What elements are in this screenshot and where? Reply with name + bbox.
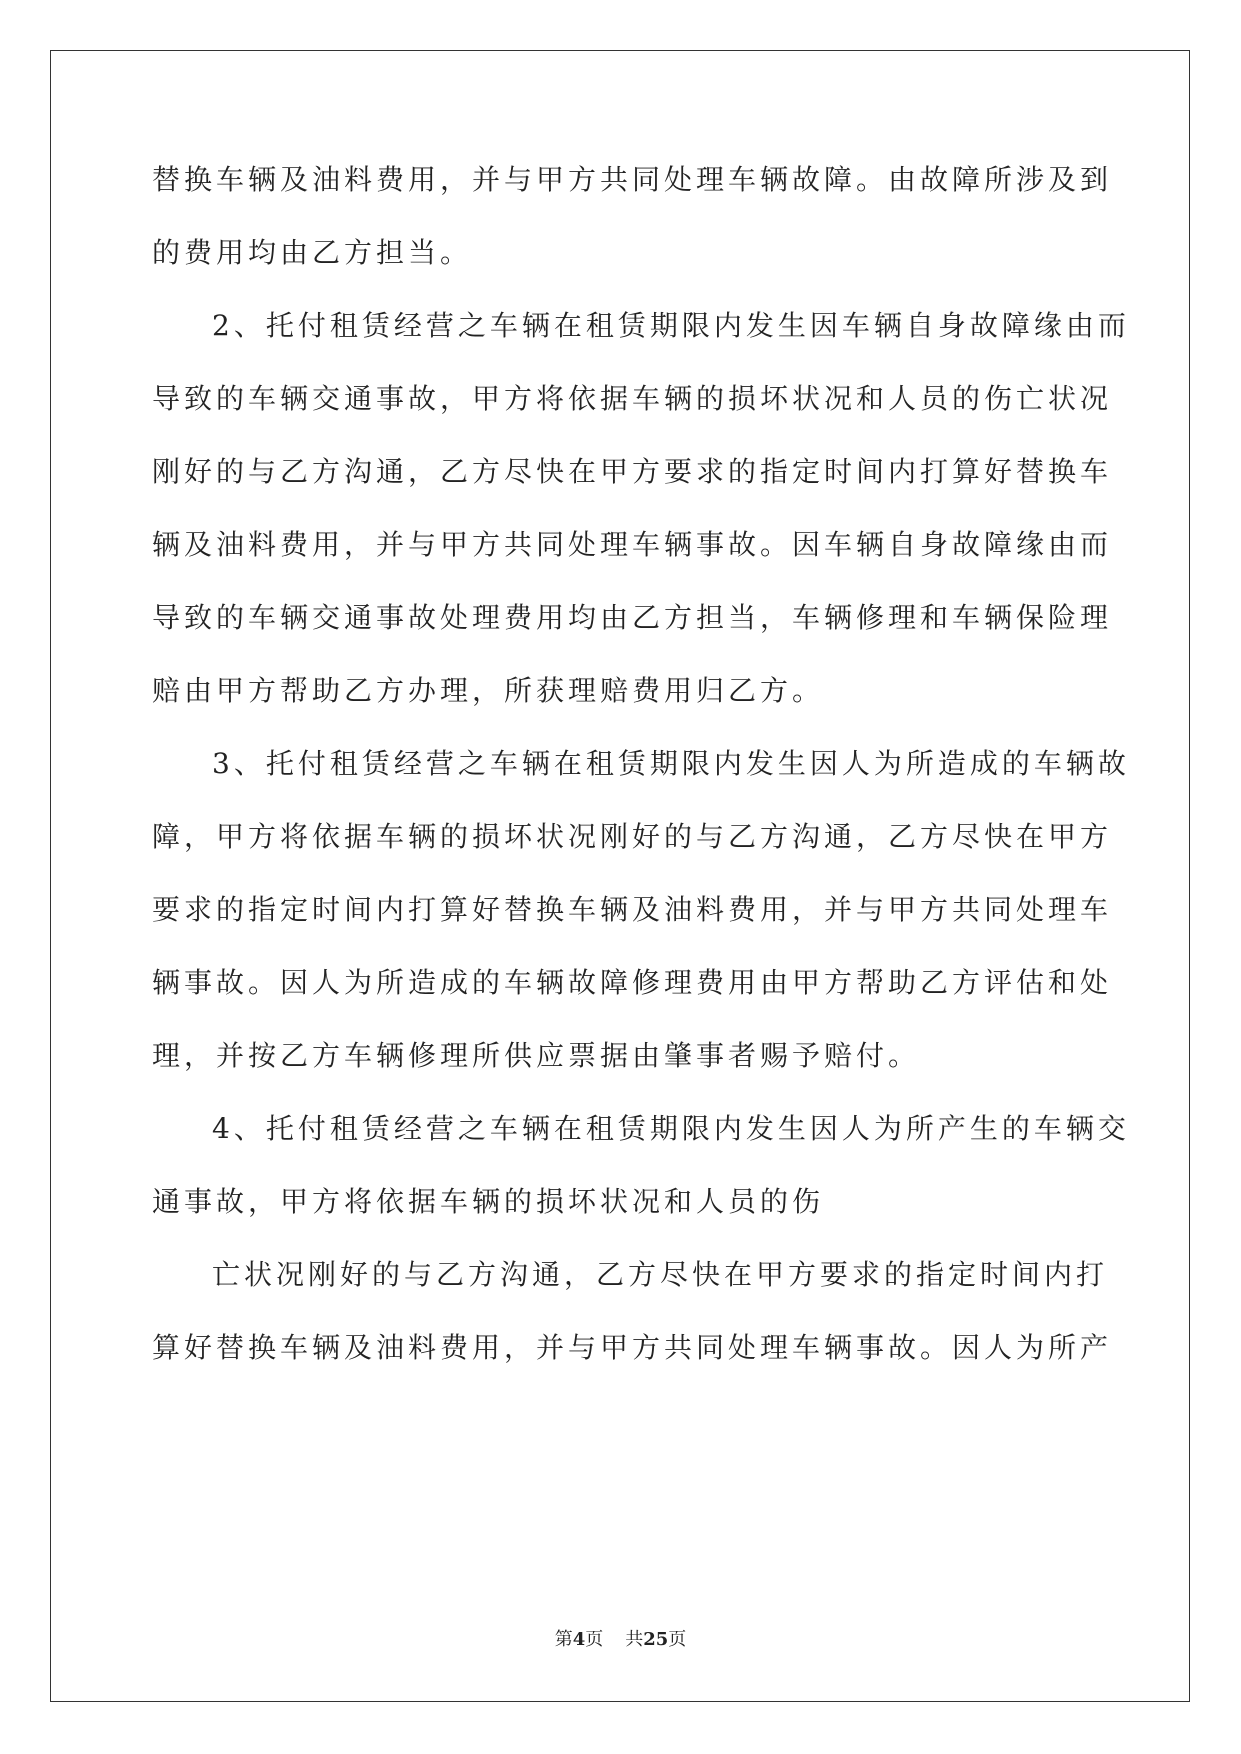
text-line: 赔由甲方帮助乙方办理，所获理赔费用归乙方。 (152, 674, 825, 707)
page-number: 4 (572, 1629, 586, 1650)
text-line: 辆事故。因人为所造成的车辆故障修理费用由甲方帮助乙方评估和处 (152, 966, 1113, 999)
text-line: 导致的车辆交通事故，甲方将依据车辆的损坏状况和人员的伤亡状况 (152, 382, 1113, 415)
text-line: 算好替换车辆及油料费用，并与甲方共同处理车辆事故。因人为所产 (152, 1331, 1113, 1364)
total-pages: 25 (643, 1629, 669, 1650)
text-line: 要求的指定时间内打算好替换车辆及油料费用，并与甲方共同处理车 (152, 893, 1113, 926)
total-suffix: 页 (668, 1629, 687, 1650)
text-line: 理，并按乙方车辆修理所供应票据由肇事者赐予赔付。 (152, 1039, 921, 1072)
text-line: 的费用均由乙方担当。 (152, 236, 473, 269)
page-suffix: 页 (585, 1629, 604, 1650)
document-body (152, 160, 1130, 1401)
text-line: 通事故，甲方将依据车辆的损坏状况和人员的伤 (152, 1185, 825, 1218)
paragraph-start-line: 2、托付租赁经营之车辆在租赁期限内发生因车辆自身故障缘由而 (212, 309, 1130, 342)
text-line: 障，甲方将依据车辆的损坏状况刚好的与乙方沟通，乙方尽快在甲方 (152, 820, 1113, 853)
paragraph-start-line: 4、托付租赁经营之车辆在租赁期限内发生因人为所产生的车辆交 (212, 1112, 1130, 1145)
page-footer (0, 1628, 1241, 1652)
paragraph-start-line: 亡状况刚好的与乙方沟通，乙方尽快在甲方要求的指定时间内打 (212, 1258, 1109, 1291)
text-line: 导致的车辆交通事故处理费用均由乙方担当，车辆修理和车辆保险理 (152, 601, 1113, 634)
text-line: 刚好的与乙方沟通，乙方尽快在甲方要求的指定时间内打算好替换车 (152, 455, 1113, 488)
text-line: 替换车辆及油料费用，并与甲方共同处理车辆故障。由故障所涉及到 (152, 163, 1113, 196)
total-prefix: 共 (625, 1629, 644, 1650)
paragraph-start-line: 3、托付租赁经营之车辆在租赁期限内发生因人为所造成的车辆故 (212, 747, 1130, 780)
text-line: 辆及油料费用，并与甲方共同处理车辆事故。因车辆自身故障缘由而 (152, 528, 1113, 561)
page-prefix: 第 (554, 1629, 573, 1650)
